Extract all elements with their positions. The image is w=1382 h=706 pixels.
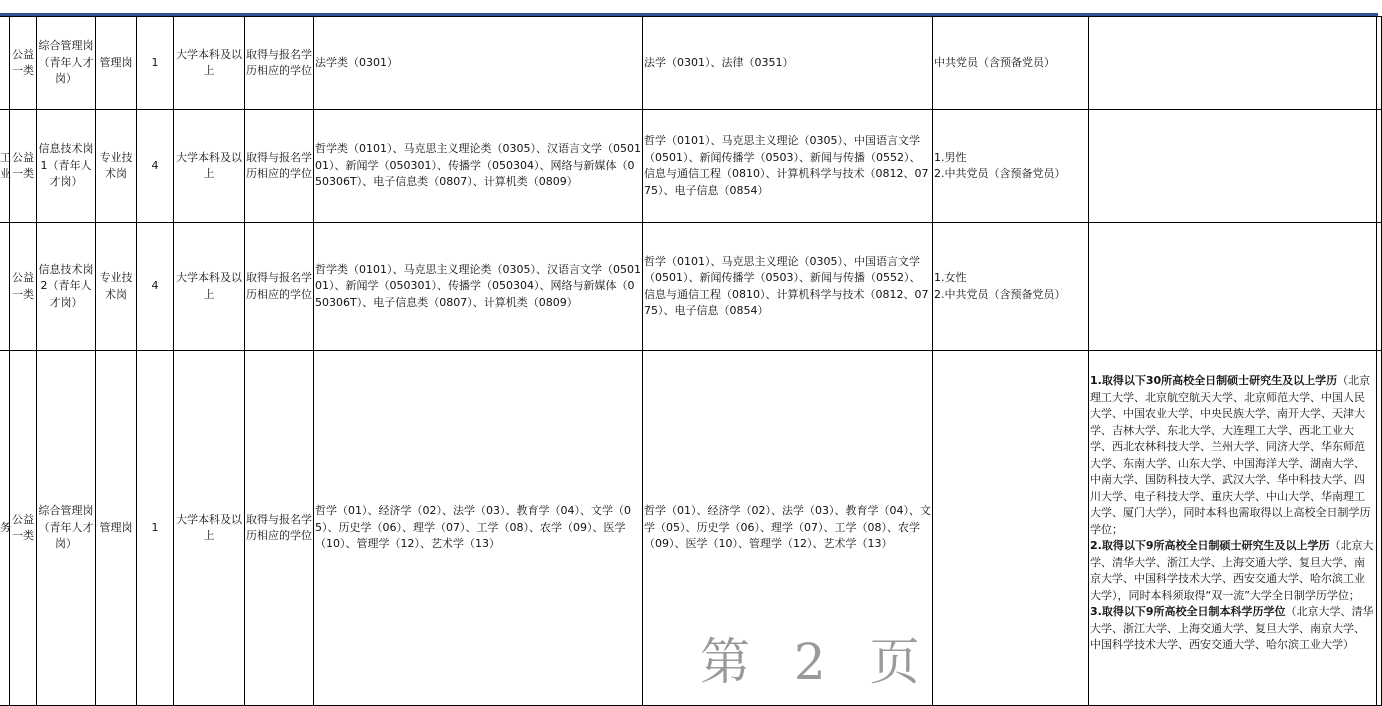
count-cell: 4 — [137, 223, 174, 351]
category-cell: 公益一类 — [10, 223, 37, 351]
post-name-cell: 信息技术岗1（青年人才岗） — [37, 110, 96, 223]
grad-major-cell: 哲学（0101）、马克思主义理论（0305）、中国语言文学（0501）、新闻传播学（0503）、新闻与传播（0552）、信息与通信工程（0810）、计算机科学与技术（0812、0775）、电子信息（0854） — [643, 223, 933, 351]
degree-cell: 取得与报名学历相应的学位 — [245, 351, 314, 706]
post-type-cell: 专业技术岗 — [96, 223, 137, 351]
undergrad-major-cell: 哲学类（0101）、马克思主义理论类（0305）、汉语言文学（050101）、新闻学（050301）、传播学（050304）、网络与新媒体（050306T）、电子信息类（0807）、计算机类（0809） — [314, 223, 643, 351]
sheet-top-margin — [0, 0, 1378, 13]
degree-cell: 取得与报名学历相应的学位 — [245, 17, 314, 110]
category-cell: 公益一类 — [10, 110, 37, 223]
requirement-line: 1.女性 — [934, 271, 967, 284]
category-cell: 公益一类 — [10, 351, 37, 706]
edge-cell — [1377, 17, 1382, 110]
unit-cell: 工业 — [0, 110, 10, 223]
table-row — [0, 351, 1382, 706]
undergrad-major-cell: 法学类（0301） — [314, 17, 643, 110]
edge-cell — [1377, 110, 1382, 223]
count-cell: 4 — [137, 110, 174, 223]
table-row — [0, 110, 1382, 223]
remark-text: （北京大学、清华大学、浙江大学、上海交通大学、复旦大学、南京大学、中国科学技术大学、西安交通大学、哈尔滨工业大学），同时本科须取得“双一流”大学全日制学历学位； — [1090, 539, 1374, 602]
undergrad-major-cell: 哲学（01）、经济学（02）、法学（03）、教育学（04）、文学（05）、历史学（06）、理学（07）、工学（08）、农学（09）、医学（10）、管理学（12）、艺术学（13） — [314, 351, 643, 706]
remark-heading: 2.取得以下9所高校全日制硕士研究生及以上学历 — [1090, 539, 1330, 552]
remarks-cell — [1089, 110, 1377, 223]
grad-major-cell: 哲学（01）、经济学（02）、法学（03）、教育学（04）、文学（05）、历史学（06）、理学（07）、工学（08）、农学（09）、医学（10）、管理学（12）、艺术学（13） — [643, 351, 933, 706]
post-type-cell: 专业技术岗 — [96, 110, 137, 223]
recruitment-table — [0, 16, 1382, 706]
education-cell: 大学本科及以上 — [174, 223, 245, 351]
post-name-cell: 综合管理岗（青年人才岗） — [37, 351, 96, 706]
education-cell: 大学本科及以上 — [174, 110, 245, 223]
unit-cell — [0, 17, 10, 110]
count-cell: 1 — [137, 17, 174, 110]
remarks-cell — [1089, 351, 1377, 706]
post-name-cell: 综合管理岗（青年人才岗） — [37, 17, 96, 110]
post-type-cell: 管理岗 — [96, 17, 137, 110]
requirement-line: 2.中共党员（含预备党员） — [934, 167, 1066, 180]
remark-item — [1090, 605, 1374, 651]
grad-major-cell: 法学（0301）、法律（0351） — [643, 17, 933, 110]
education-cell: 大学本科及以上 — [174, 17, 245, 110]
remark-text: （北京大学、清华大学、浙江大学、上海交通大学、复旦大学、南京大学、中国科学技术大学、西安交通大学、哈尔滨工业大学） — [1090, 605, 1374, 651]
remarks-cell — [1089, 17, 1377, 110]
undergrad-major-cell: 哲学类（0101）、马克思主义理论类（0305）、汉语言文学（050101）、新闻学（050301）、传播学（050304）、网络与新媒体（050306T）、电子信息类（0807）、计算机类（0809） — [314, 110, 643, 223]
post-name-cell: 信息技术岗2（青年人才岗） — [37, 223, 96, 351]
unit-cell: 务 — [0, 351, 10, 706]
table-row — [0, 17, 1382, 110]
other-requirement-cell — [933, 110, 1089, 223]
edge-cell — [1377, 223, 1382, 351]
requirement-line: 2.中共党员（含预备党员） — [934, 287, 1066, 301]
unit-cell — [0, 223, 10, 351]
other-requirement-cell: 中共党员（含预备党员） — [933, 17, 1089, 110]
remark-heading: 3.取得以下9所高校全日制本科学历学位 — [1090, 605, 1286, 618]
degree-cell: 取得与报名学历相应的学位 — [245, 110, 314, 223]
page-number-watermark: 第 2 页 — [700, 633, 934, 691]
remark-item — [1090, 374, 1371, 536]
other-requirement-cell — [933, 351, 1089, 706]
count-cell: 1 — [137, 351, 174, 706]
requirement-line: 1.男性 — [934, 150, 967, 164]
edge-cell — [1377, 351, 1382, 706]
post-type-cell: 管理岗 — [96, 351, 137, 706]
grad-major-cell: 哲学（0101）、马克思主义理论（0305）、中国语言文学（0501）、新闻传播学（0503）、新闻与传播（0552）、信息与通信工程（0810）、计算机科学与技术（0812、0775）、电子信息（0854） — [643, 110, 933, 223]
remark-heading: 1.取得以下30所高校全日制硕士研究生及以上学历 — [1090, 374, 1338, 387]
table-row — [0, 223, 1382, 351]
education-cell: 大学本科及以上 — [174, 351, 245, 706]
degree-cell: 取得与报名学历相应的学位 — [245, 223, 314, 351]
remark-text: （北京理工大学、北京航空航天大学、北京师范大学、中国人民大学、中国农业大学、中央民族大学、南开大学、天津大学、吉林大学、东北大学、大连理工大学、西北工业大学、西北农林科技大学、兰州大学、同济大学、华东师范大学、东南大学、山东大学、中国海洋大学、湖南大学、中南大学、国防科技大学、武汉大学、华中科技大学、四川大学、电子科技大学、重庆大学、中山大学、华南理工大学、厦门大学），同时本科也需取得以上高校全日制学历学位； — [1090, 374, 1371, 536]
category-cell: 公益一类 — [10, 17, 37, 110]
other-requirement-cell — [933, 223, 1089, 351]
remark-item — [1090, 539, 1374, 602]
remarks-cell — [1089, 223, 1377, 351]
